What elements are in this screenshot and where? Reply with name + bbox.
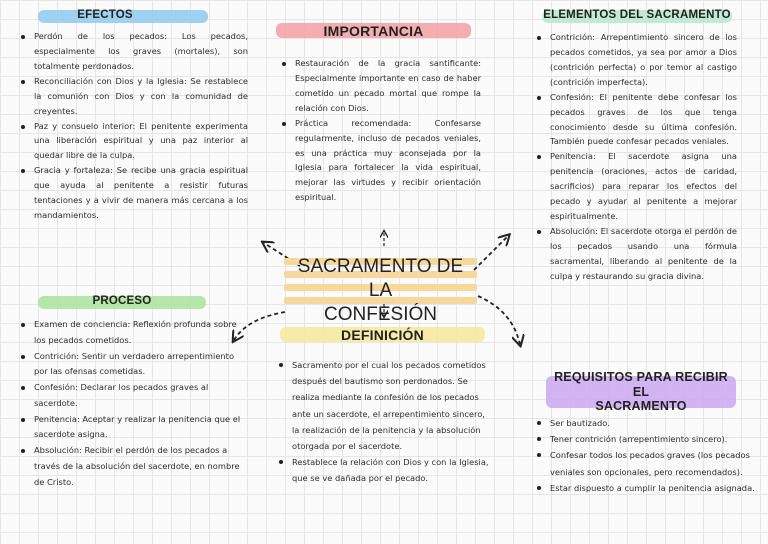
importancia-heading bbox=[276, 18, 471, 44]
list-item: Perdón de los pecados: Los pecados, especialmente los graves (mortales), son totalmente perdonados. bbox=[20, 29, 248, 74]
list-item: Ser bautizado. bbox=[536, 415, 762, 431]
list-item: Contrición: Sentir un verdadero arrepentimiento por las ofensas cometidas. bbox=[20, 349, 250, 381]
list-item: Penitencia: El sacerdote asigna una penitencia (oraciones, actos de caridad, sacrificios) para reparar los efectos del pecado y ayudar al penitente a mejorar espiritualmente. bbox=[536, 149, 737, 224]
list-item: Confesión: El penitente debe confesar los pecados graves de los que tenga conocimiento desde su última confesión. También puede confesar pecados veniales. bbox=[536, 90, 737, 150]
list-item: Restauración de la gracia santificante: Especialmente importante en caso de haber cometido un pecado mortal que rompe la relación con Dios. bbox=[281, 56, 481, 116]
center-title-line1: SACRAMENTO DE LA bbox=[297, 256, 464, 301]
elementos-heading bbox=[542, 6, 732, 26]
proceso-title: PROCESO bbox=[92, 295, 152, 308]
importancia-list bbox=[281, 56, 481, 205]
list-item: Reconciliación con Dios y la Iglesia: Se restablece la comunión con Dios y con la comunidad de creyentes. bbox=[20, 74, 248, 119]
efectos-list bbox=[20, 29, 248, 223]
efectos-title: EFECTOS bbox=[77, 9, 133, 22]
proceso-heading bbox=[38, 292, 206, 312]
list-item: Examen de conciencia: Reflexión profunda sobre los pecados cometidos. bbox=[20, 317, 250, 349]
list-item: Confesar todos los pecados graves (los pecados veniales son opcionales, pero recomendados). bbox=[536, 447, 762, 479]
requisitos-list bbox=[536, 415, 762, 496]
definicion-title: DEFINICIÓN bbox=[341, 326, 424, 343]
list-item: Absolución: El sacerdote otorga el perdón de los pecados usando una fórmula sacramental, liberando al penitente de la culpa y restaurando su gracia divina. bbox=[536, 224, 737, 284]
elementos-list bbox=[536, 30, 737, 284]
efectos-heading bbox=[38, 6, 208, 26]
list-item: Penitencia: Aceptar y realizar la penitencia que el sacerdote asigna. bbox=[20, 412, 250, 444]
center-title-line2: CONFESIÓN bbox=[324, 304, 437, 325]
proceso-list bbox=[20, 317, 250, 490]
importancia-title: IMPORTANCIA bbox=[323, 22, 424, 39]
list-item: Absolución: Recibir el perdón de los pecados a través de la absolución del sacerdote, en nombre de Cristo. bbox=[20, 443, 250, 490]
definicion-list bbox=[278, 357, 490, 486]
requisitos-title-line1: REQUISITOS PARA RECIBIR EL bbox=[554, 370, 728, 399]
list-item: Sacramento por el cual los pecados cometidos después del bautismo son perdonados. Se realiza mediante la confesión de los pecados ante un sacerdote, el arrepentimiento sincero, la realización de la penitencia y la absolución otorgada por el sacerdote. bbox=[278, 357, 490, 454]
central-topic bbox=[284, 252, 477, 325]
elementos-title: ELEMENTOS DEL SACRAMENTO bbox=[543, 9, 731, 22]
list-item: Paz y consuelo interior: El penitente experimenta una liberación espiritual y una paz interior al quedar libre de la culpa. bbox=[20, 119, 248, 164]
requisitos-heading bbox=[546, 372, 736, 412]
requisitos-title-line2: SACRAMENTO bbox=[595, 399, 687, 414]
list-item: Gracia y fortaleza: Se recibe una gracia espiritual que ayuda al penitente a resistir futuras tentaciones y a vivir de manera más cercana a los mandamientos. bbox=[20, 163, 248, 223]
list-item: Contrición: Arrepentimiento sincero de los pecados cometidos, ya sea por amor a Dios (contrición perfecta) o por temor al castigo (contrición imperfecta). bbox=[536, 30, 737, 90]
list-item: Práctica recomendada: Confesarse regularmente, incluso de pecados veniales, es una práctica muy aconsejada por la Iglesia para fortalecer la vida espiritual, mejorar las virtudes y recibir orientación espiritual. bbox=[281, 116, 481, 206]
list-item: Estar dispuesto a cumplir la penitencia asignada. bbox=[536, 480, 762, 496]
arrow-to-elementos bbox=[474, 236, 508, 270]
list-item: Restablece la relación con Dios y con la Iglesia, que se ve dañada por el pecado. bbox=[278, 454, 490, 486]
list-item: Tener contrición (arrepentimiento sincero). bbox=[536, 431, 762, 447]
list-item: Confesión: Declarar los pecados graves al sacerdote. bbox=[20, 380, 250, 412]
